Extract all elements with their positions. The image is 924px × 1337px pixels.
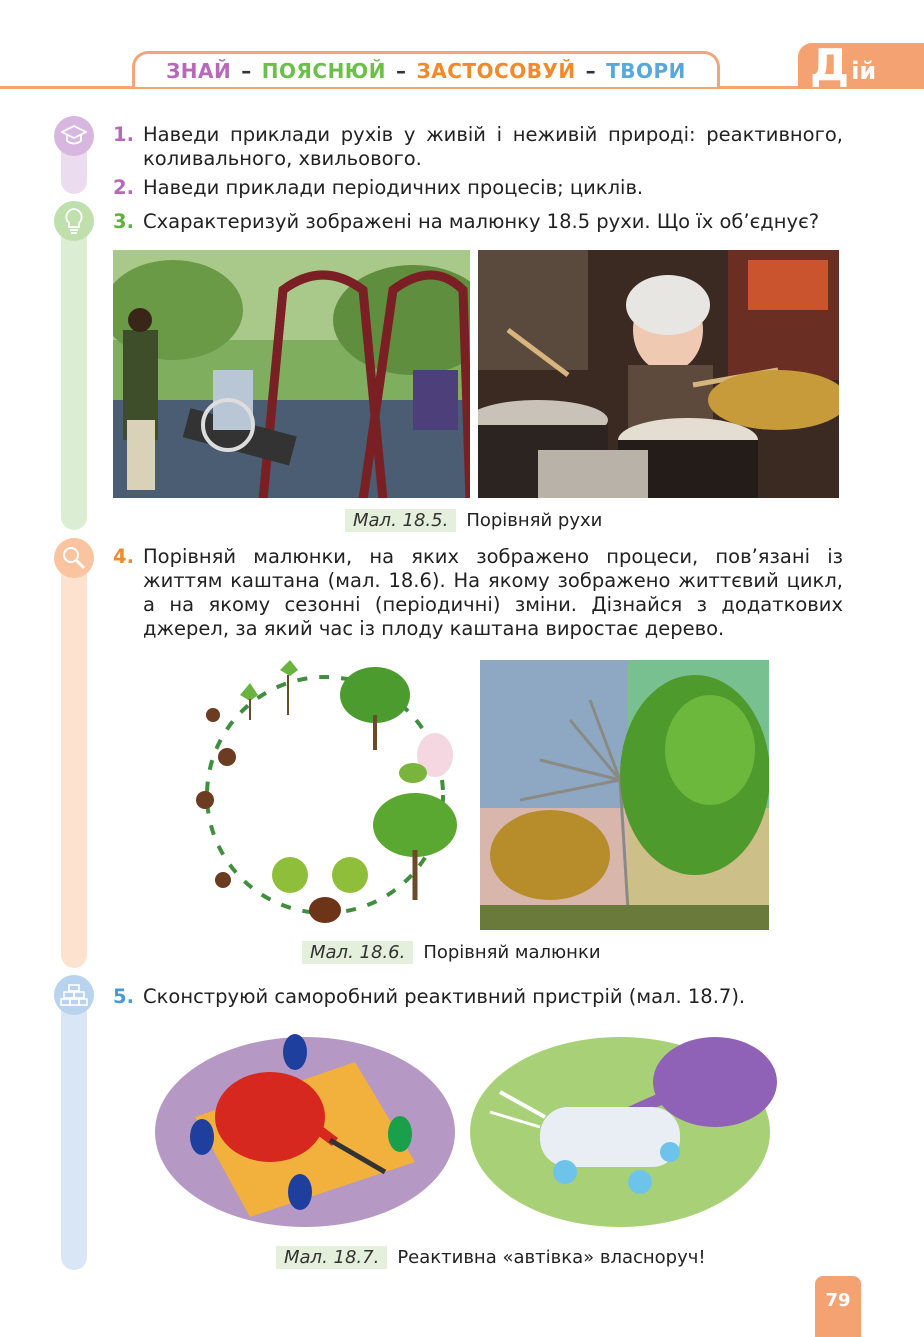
header-zastosovui: ЗАСТОСОВУЙ xyxy=(416,58,576,83)
header-dash: – xyxy=(585,58,597,83)
task-text: Наведи приклади рухів у живій і неживій природі: реактивного, коливального, хвильового. xyxy=(143,123,843,170)
side-rail xyxy=(61,985,87,1270)
section-tab-rest: ій xyxy=(851,57,877,85)
bottle-car-illustration xyxy=(470,1022,780,1232)
task-text: Схарактеризуй зображені на малюнку 18.5 рухи. Що їх об’єднує? xyxy=(143,210,820,233)
caption-label: Мал. 18.7. xyxy=(276,1246,387,1269)
task-number: 3. xyxy=(113,210,134,233)
section-tab-letter: Д xyxy=(810,40,850,91)
task-1 xyxy=(113,123,843,171)
caption-label: Мал. 18.6. xyxy=(302,941,413,964)
magnifier-icon xyxy=(54,538,94,578)
caption-text: Порівняй рухи xyxy=(466,510,603,531)
task-5 xyxy=(113,985,843,1009)
chestnut-life-cycle-illustration xyxy=(185,655,470,933)
header-title xyxy=(132,51,720,87)
swing-photo xyxy=(113,250,470,498)
task-text: Наведи приклади періодичних процесів; циклів. xyxy=(143,176,644,199)
lightbulb-icon xyxy=(54,201,94,241)
chestnut-seasons-photo xyxy=(480,660,769,930)
figure-caption-18-5 xyxy=(345,509,602,532)
header-znai: ЗНАЙ xyxy=(166,58,232,83)
drummer-photo xyxy=(478,250,839,498)
caption-text: Порівняй малюнки xyxy=(423,942,601,963)
balloon-car-illustration xyxy=(155,1022,465,1237)
header-poiasniui: ПОЯСНЮЙ xyxy=(261,58,387,83)
task-number: 2. xyxy=(113,176,134,199)
figure-caption-18-7 xyxy=(276,1246,706,1269)
task-4 xyxy=(113,545,843,641)
task-number: 1. xyxy=(113,123,134,146)
graduation-cap-icon xyxy=(54,116,94,156)
task-number: 5. xyxy=(113,985,134,1008)
task-number: 4. xyxy=(113,545,134,568)
blocks-icon xyxy=(54,975,94,1015)
task-2 xyxy=(113,176,843,200)
task-text: Сконструюй саморобний реактивний пристрій (мал. 18.7). xyxy=(143,985,746,1008)
figure-caption-18-6 xyxy=(302,941,601,964)
task-3 xyxy=(113,210,843,234)
header-dash: – xyxy=(241,58,252,83)
task-text: Порівняй малюнки, на яких зображено процеси, пов’язані із життям каштана (мал. 18.6). На якому зображено життєвий цикл, а на якому сезонні (періодичні) зміни. Дізнайся з додаткових джерел, за який час із плоду каштана виростає дерево. xyxy=(143,545,843,640)
header-tvory: ТВОРИ xyxy=(606,58,686,83)
section-tab xyxy=(798,40,924,91)
side-rail xyxy=(61,210,87,530)
page-number: 79 xyxy=(815,1276,861,1337)
caption-label: Мал. 18.5. xyxy=(345,509,456,532)
header-dash: – xyxy=(396,58,407,83)
caption-text: Реактивна «автівка» власноруч! xyxy=(397,1247,706,1268)
side-rail xyxy=(61,548,87,968)
